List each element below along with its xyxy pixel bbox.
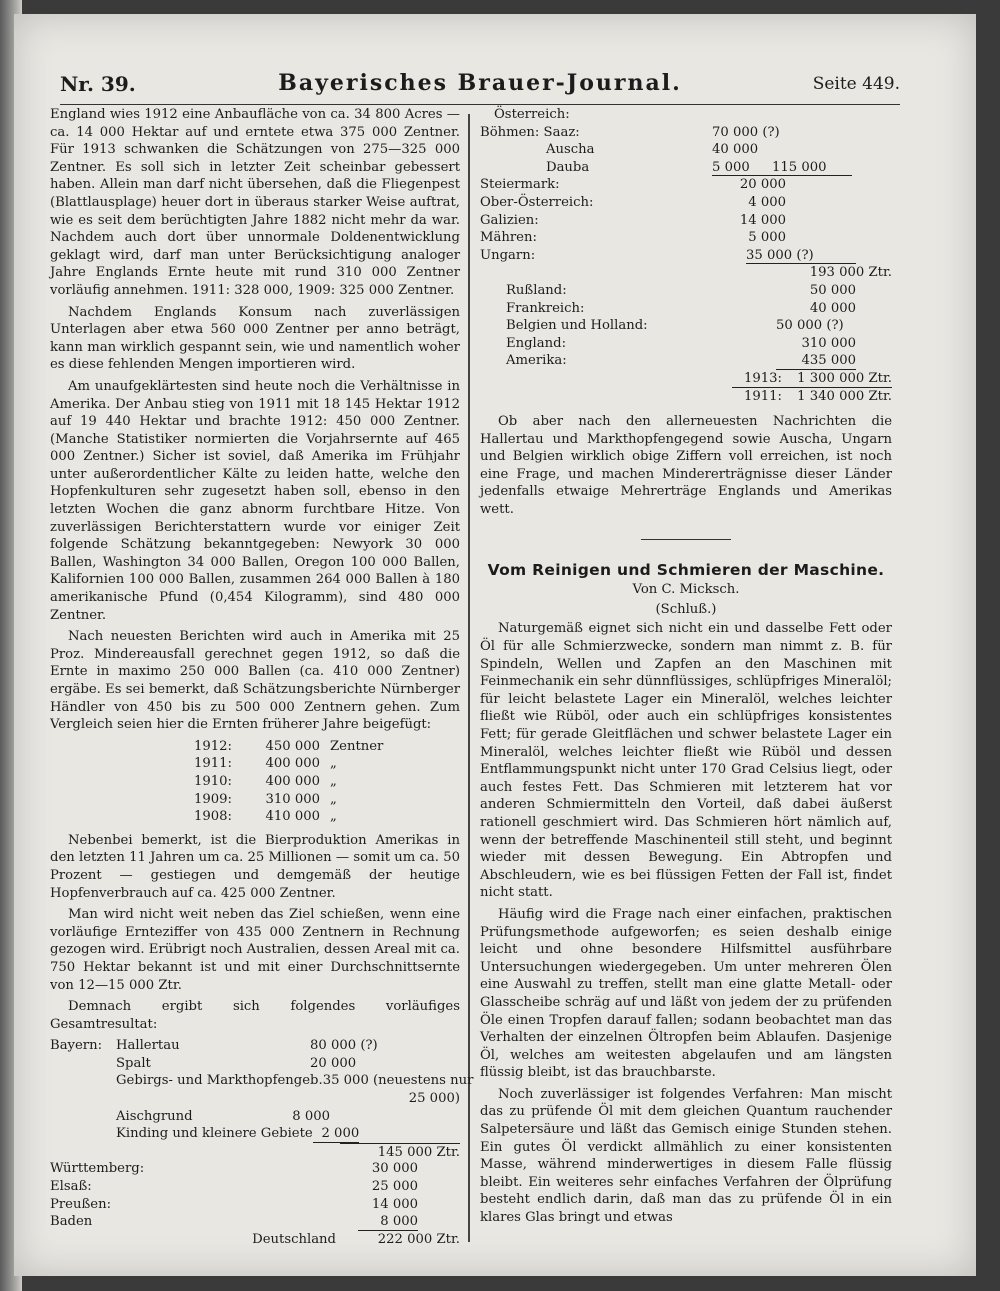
table-row: 1909: 310 000 „ [193, 791, 337, 807]
table-row: Aischgrund 8 000 [116, 1108, 330, 1124]
paragraph: Nach neuesten Berichten wird auch in Amerika mit 25 Proz. Mindereausfall gerechnet gegen 1912, so daß die Ernte in maximo 250 000 Ballen (ca. 410 000 Zentner) ergäbe. Es sei bemerkt, daß Schätzungsberichte Nürnberger Händler von 450 bis zu 500 000 Zentnern gehen. Zum Vergleich seien hier die Ernten früherer Jahre beigefügt: [50, 629, 460, 733]
paragraph: Ob aber nach den allerneuesten Nachrichten die Hallertau und Markthopfengegend sowie Auscha, Ungarn und Belgien wirklich obige Ziffern voll erreichen, ist noch eine Frage, und machen Mindererträgnisse dieser Länder jedenfalls etwaige Mehrerträge Englands und Amerikas wett. [480, 414, 892, 518]
section-separator [641, 539, 731, 540]
paragraph: Man wird nicht weit neben das Ziel schießen, wenn eine vorläufige Ernteziffer von 435 000 Zentnern in Rechnung gezogen wird. Erübrigt noch Australien, dessen Areal mit ca. 750 Hektar bekannt ist und mit einer Durchschnittsernte von 12—15 000 Ztr. [50, 907, 460, 993]
table-row: 25 000) [408, 1091, 460, 1107]
paragraph: Häufig wird die Frage nach einer einfachen, praktischen Prüfungsmethode aufgeworfen; es seien deshalb einige leicht und ohne besondere Hilfsmittel ausführbare Untersuchungen wiedergegeben. Um unter mehreren Ölen eine Auswahl zu treffen, stellt man eine glatte Metall- oder Glasscheibe schräg auf und läßt von jedem der zu prüfenden Öle einen Tropfen darauf fallen; sodann beobachtet man das Verhalten der einzelnen Öltropfen beim Ablaufen. Dasjenige Öl, welches am weitesten abgelaufen und am längsten flüssig bleibt, ist das brauchbarste. [480, 906, 892, 1081]
harvest-years-table [162, 738, 460, 826]
table-row: 1911: 400 000 „ [193, 756, 337, 772]
table-row: Baden 8 000 [50, 1214, 418, 1230]
germany-total-table [50, 1037, 474, 1248]
table-row: 193 000 Ztr. [809, 265, 892, 281]
table-row: Österreich: [494, 107, 570, 122]
table-row: 1912: 450 000 Zentner [193, 738, 384, 754]
table-row: Böhmen: Saaz: 70 000 (?) [480, 124, 780, 140]
world-total-table [480, 106, 892, 405]
table-row: 1910: 400 000 „ [193, 773, 337, 789]
table-row: 1911: 1 340 000 Ztr. [743, 388, 892, 404]
paragraph: Demnach ergibt sich folgendes vorläufiges Gesamtresultat: [50, 999, 460, 1032]
table-row: Ober-Österreich: 4 000 [480, 194, 786, 210]
article-byline: Von C. Micksch. [632, 582, 740, 598]
table-row: Bayern: Hallertau 80 000 (?) [50, 1038, 378, 1054]
paragraph: Am unaufgeklärtesten sind heute noch die Verhältnisse in Amerika. Der Anbau stieg von 1911 mit 18 145 Hektar 1912 auf 19 440 Hektar und brachte 1912: 450 000 Zentner. (Manche Statistiker normierten die Vorjahrsernte auf 465 000 Zentner.) Sicher ist soviel, daß Amerika im Frühjahr unter außerordentlicher Kälte zu leiden hatte, welche den Hopfenkulturen sehr zugesetzt haben soll, ebenso in den letzten Wochen die ganz abnorm furchtbare Hitze. Von zuverlässigen Berichterstattern wurde vor einiger Zeit folgende Schätzung bekanntgegeben: Newyork 30 000 Ballen, Washington 34 000 Ballen, Oregon 100 000 Ballen, Kalifornien 100 000 Ballen, zusammen 264 000 Ballen à 180 amerikanische Pfund (0,454 Kilogramm), sind 480 000 Zentner. [50, 378, 460, 623]
page-number: Seite 449. [812, 74, 900, 94]
paragraph: Noch zuverlässiger ist folgendes Verfahren: Man mischt das zu prüfende Öl mit dem gleichen Quantum rauchender Salpetersäure und läßt das Gemisch einige Stunden stehen. Ein gutes Öl verdickt allmählich zu einer konsistenten Masse, während minderwertiges in diesem Falle flüssig bleibt. Ein weiteres sehr einfaches Verfahren der Ölprüfung besteht endlich darin, daß man das zu prüfende Öl in ein klares Glas bringt und etwas [480, 1086, 892, 1226]
table-row: 1913: 1 300 000 Ztr. [480, 370, 892, 388]
paragraph: Naturgemäß eignet sich nicht ein und dasselbe Fett oder Öl für alle Schmierzwecke, sondern man nimmt z. B. für Spindeln, Wellen und Zapfen an den Maschinen mit Feinmechanik ein sehr dünnflüssiges, schlüpfriges Mineralöl; für leicht belastete Lager ein Mineralöl, welches leichter fließt wie Rüböl, oder auch ein schlüpfriges konsistentes Fett; für gerade Gleitflächen und schwer belastete Lager ein Mineralöl, welches leichter fließt wie Rüböl und dessen Entflammungspunkt nicht unter 170 Grad Celsius liegt, oder auch festes Fett. Das Schmieren mit letzterem hat vor anderen Schmiermitteln den Vorteil, daß dabei äußerst rationell geschmiert wird. Das Schmieren hört nämlich auf, wenn der betreffende Maschinenteil still steht, und beginnt wieder mit dessen Bewegung. Ein Abtropfen und Abschleudern, wie es bei flüssigen Fetten der Fall ist, findet nicht statt. [480, 621, 892, 901]
article-heading: Vom Reinigen und Schmieren der Maschine. [487, 560, 885, 579]
paragraph: Nebenbei bemerkt, ist die Bierproduktion Amerikas in den letzten 11 Jahren um ca. 25 Millionen — somit um ca. 50 Prozent — gestiegen und demgemäß der heutige Hopfenverbrauch auf ca. 425 000 Zentner. [50, 832, 460, 901]
table-row: 1908: 410 000 „ [193, 809, 337, 825]
table-row: Gebirgs- und Markthopfengeb. 35 000 (neuestens nur [116, 1073, 474, 1089]
table-row: Kinding und kleinere Gebiete 2 000 [116, 1126, 360, 1142]
table-row: Deutschland 222 000 Ztr. [252, 1231, 460, 1247]
page-header [60, 70, 900, 105]
table-row: Galizien: 14 000 [480, 212, 786, 228]
paragraph: England wies 1912 eine Anbaufläche von ca. 34 800 Acres — ca. 14 000 Hektar auf und erntete etwa 375 000 Zentner. Für 1913 schwanken die Schätzungen von 275—325 000 Zentner. Es soll sich in letzter Zeit scheinbar gebessert haben. Allein man darf nicht übersehen, daß die Fliegenpest (Blattlausplage) heuer dort in überaus starker Weise auftrat, wie es seit dem berüchtigten Jahre 1882 nicht mehr da war. Nachdem auch dort über unnormale Doldenentwicklung geklagt wird, darf man unter Berücksichtigung analoger Jahre Englands Ernte heute mit rund 310 000 Zentner vorläufig annehmen. 1911: 328 000, 1909: 325 000 Zentner. [50, 107, 460, 298]
table-row: Preußen: 14 000 [50, 1196, 418, 1212]
table-row: Mähren: 5 000 [480, 230, 786, 246]
table-row: Spalt 20 000 [116, 1055, 357, 1071]
table-row: Auscha 40 000 [546, 142, 759, 158]
table-row: Württemberg: 30 000 [50, 1161, 418, 1177]
table-row: 145 000 Ztr. [50, 1143, 460, 1161]
article-continuation-note: (Schluß.) [655, 601, 717, 617]
left-column [50, 106, 474, 1248]
table-row: Ungarn: 35 000 (?) [480, 247, 892, 265]
table-row: Steiermark: 20 000 [480, 177, 786, 193]
issue-number: Nr. 39. [60, 72, 136, 96]
right-column [480, 106, 892, 1231]
journal-title: Bayerisches Brauer-Journal. [278, 70, 682, 96]
table-row: Rußland: 50 000 [506, 282, 856, 298]
table-row: England: 310 000 [506, 335, 856, 351]
table-row: Amerika: 435 000 [506, 353, 856, 369]
table-row: Belgien und Holland: 50 000 (?) [506, 318, 844, 334]
table-row: Dauba 5 000 115 000 [480, 159, 892, 177]
table-row: Frankreich: 40 000 [506, 300, 856, 316]
paragraph: Nachdem Englands Konsum nach zuverlässigen Unterlagen aber etwa 560 000 Zentner per anno beträgt, kann man wirklich gespannt sein, wie und namentlich woher es diese fehlenden Mengen importieren wird. [50, 304, 460, 373]
table-row: Elsaß: 25 000 [50, 1179, 418, 1195]
